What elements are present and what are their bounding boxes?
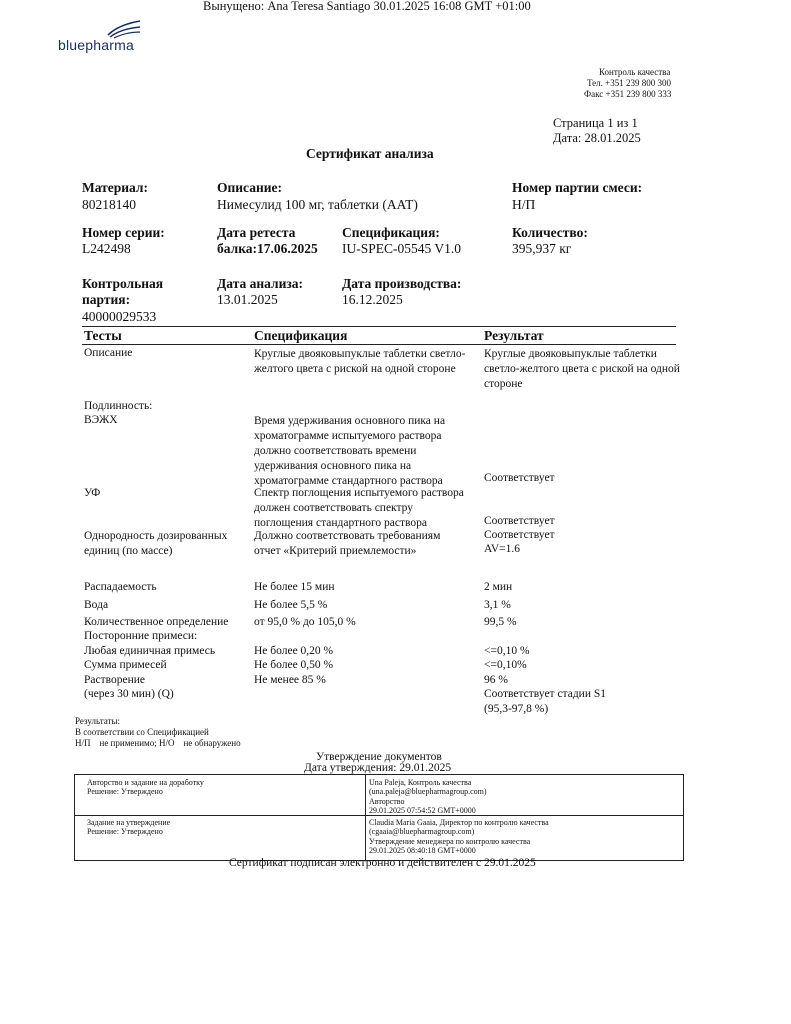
table-row-result: Круглые двояковыпуклые таблетки светло-желтого цвета с риской на одной стороне bbox=[484, 348, 680, 390]
control-batch-value: 40000029533 bbox=[82, 309, 157, 324]
logo-text: bluepharma bbox=[58, 37, 134, 53]
table-header-rule bbox=[82, 344, 676, 345]
table-row-result: Соответствует стадии S1 bbox=[484, 688, 607, 700]
control-batch-label-2: партия: bbox=[82, 292, 131, 307]
approval-date: Дата утверждения: 29.01.2025 bbox=[304, 762, 452, 774]
approval-row2-email: (cgaaia@bluepharmagroup.com) bbox=[369, 827, 475, 836]
spec-value: IU-SPEC-05545 V1.0 bbox=[342, 241, 462, 256]
table-row-test: УФ bbox=[84, 487, 101, 499]
table-row-result: Соответствует bbox=[484, 515, 555, 527]
table-row-result: <=0,10% bbox=[484, 659, 527, 671]
description-value: Нимесулид 100 мг, таблетки (ААТ) bbox=[217, 197, 418, 212]
table-row-result: Соответствует bbox=[484, 529, 555, 541]
table-row-test: Сумма примесей bbox=[84, 659, 167, 671]
table-row-test: ВЭЖХ bbox=[84, 414, 118, 426]
table-row-test: (через 30 мин) (Q) bbox=[84, 688, 174, 700]
table-row-test: Однородность дозированных единиц (по массе) bbox=[84, 530, 228, 557]
blend-batch-value: Н/П bbox=[512, 197, 536, 212]
production-date-value: 16.12.2025 bbox=[342, 292, 403, 307]
control-batch-label: Контрольная bbox=[82, 276, 164, 291]
document-date: Дата: 28.01.2025 bbox=[553, 131, 641, 145]
approval-row1-time: 29.01.2025 07:54:52 GMT+0000 bbox=[369, 806, 476, 815]
production-date-label: Дата производства: bbox=[342, 276, 462, 291]
approval-row2-time: 29.01.2025 08:40:18 GMT+0000 bbox=[369, 846, 476, 855]
table-row-spec: Время удерживания основного пика на хроматограмме испытуемого раствора должно соответствовать времени удерживания основного пика на хроматограмме стандартного раствора bbox=[254, 415, 446, 487]
series-value: L242498 bbox=[82, 241, 131, 256]
approval-table bbox=[74, 774, 684, 861]
material-label: Материал: bbox=[82, 180, 148, 195]
column-header-result: Результат bbox=[484, 328, 544, 343]
table-row-spec: Не более 0,20 % bbox=[254, 645, 334, 657]
column-header-tests: Тесты bbox=[84, 328, 122, 343]
approval-row1-left: Авторство и задание на доработку bbox=[87, 778, 204, 787]
table-row-test: Количественное определение bbox=[84, 616, 229, 628]
material-value: 80218140 bbox=[82, 197, 136, 212]
table-row-result-range: (95,3-97,8 %) bbox=[484, 703, 549, 715]
approval-row2-signer: Claudia Maria Gaaia, Директор по контролю качества bbox=[369, 818, 549, 827]
table-row-result: 99,5 % bbox=[484, 616, 517, 628]
quantity-value: 395,937 кг bbox=[512, 241, 572, 256]
table-row-test: Распадаемость bbox=[84, 581, 157, 593]
signed-statement: Сертификат подписан электронно и действителен с 29.01.2025 bbox=[229, 857, 536, 869]
table-row-spec: Не менее 85 % bbox=[254, 674, 326, 686]
quality-control-label: Контроль качества bbox=[599, 67, 671, 77]
table-row-result: Соответствует bbox=[484, 472, 555, 484]
analysis-date-label: Дата анализа: bbox=[217, 276, 304, 291]
footnote-conform: В соответствии со Спецификацией bbox=[75, 727, 209, 737]
spec-label: Спецификация: bbox=[342, 225, 440, 240]
series-label: Номер серии: bbox=[82, 225, 165, 240]
approval-row2-decision: Решение: Утверждено bbox=[87, 827, 163, 836]
footnote-legend: Н/П не применимо; Н/О не обнаружено bbox=[75, 738, 241, 748]
table-row-spec: Круглые двояковыпуклые таблетки светло-желтого цвета с риской на одной стороне bbox=[254, 348, 466, 375]
table-row-result-av: AV=1.6 bbox=[484, 543, 520, 555]
table-row-test: Растворение bbox=[84, 674, 145, 686]
table-top-rule bbox=[82, 326, 676, 327]
table-row-spec: Не более 15 мин bbox=[254, 581, 335, 593]
table-row-result: 96 % bbox=[484, 674, 508, 686]
table-row-result: <=0,10 % bbox=[484, 645, 530, 657]
footnote-results: Результаты: bbox=[75, 716, 120, 726]
table-row-spec: от 95,0 % до 105,0 % bbox=[254, 616, 356, 628]
retest-value: балка:17.06.2025 bbox=[217, 241, 318, 256]
table-row-test: Подлинность: bbox=[84, 400, 153, 412]
table-row-result: 3,1 % bbox=[484, 599, 511, 611]
approval-row1-email: (una.paleja@bluepharmagroup.com) bbox=[369, 787, 487, 796]
table-row-spec: Спектр поглощения испытуемого раствора должен соответствовать спектру поглощения стандартного раствора bbox=[254, 487, 464, 529]
phone-number: Тел. +351 239 800 300 bbox=[587, 78, 671, 88]
table-row-spec: Не более 5,5 % bbox=[254, 599, 328, 611]
page-number: Страница 1 из 1 bbox=[553, 116, 638, 130]
quantity-label: Количество: bbox=[512, 225, 588, 240]
approval-row2-left: Задание на утверждение bbox=[87, 818, 171, 827]
approval-row-divider bbox=[75, 815, 683, 816]
description-label: Описание: bbox=[217, 180, 283, 195]
approval-row1-signer: Una Paleja, Контроль качества bbox=[369, 778, 472, 787]
approval-row1-decision: Решение: Утверждено bbox=[87, 787, 163, 796]
approval-title: Утверждение документов bbox=[316, 751, 442, 763]
table-row-test: Описание bbox=[84, 347, 133, 359]
retest-label: Дата ретеста bbox=[217, 225, 296, 240]
table-row-test: Посторонние примеси: bbox=[84, 630, 198, 642]
analysis-date-value: 13.01.2025 bbox=[217, 292, 278, 307]
table-row-test: Любая единичная примесь bbox=[84, 645, 216, 657]
approval-row2-role: Утверждение менеджера по контролю качества bbox=[369, 837, 531, 846]
page-title: Сертификат анализа bbox=[306, 146, 434, 161]
table-row-spec: Не более 0,50 % bbox=[254, 659, 334, 671]
fax-number: Факс +351 239 800 333 bbox=[584, 89, 672, 99]
table-row-spec: Должно соответствовать требованиям отчет «Критерий приемлемости» bbox=[254, 530, 452, 557]
table-row-test: Вода bbox=[84, 599, 109, 611]
blend-batch-label: Номер партии смеси: bbox=[512, 180, 643, 195]
printed-by-line: Вынущено: Ana Teresa Santiago 30.01.2025 16:08 GMT +01:00 bbox=[203, 0, 531, 13]
approval-row1-role: Авторство bbox=[369, 797, 405, 806]
table-row-result: 2 мин bbox=[484, 581, 513, 593]
column-header-spec: Спецификация bbox=[254, 328, 348, 343]
approval-divider bbox=[365, 775, 366, 860]
